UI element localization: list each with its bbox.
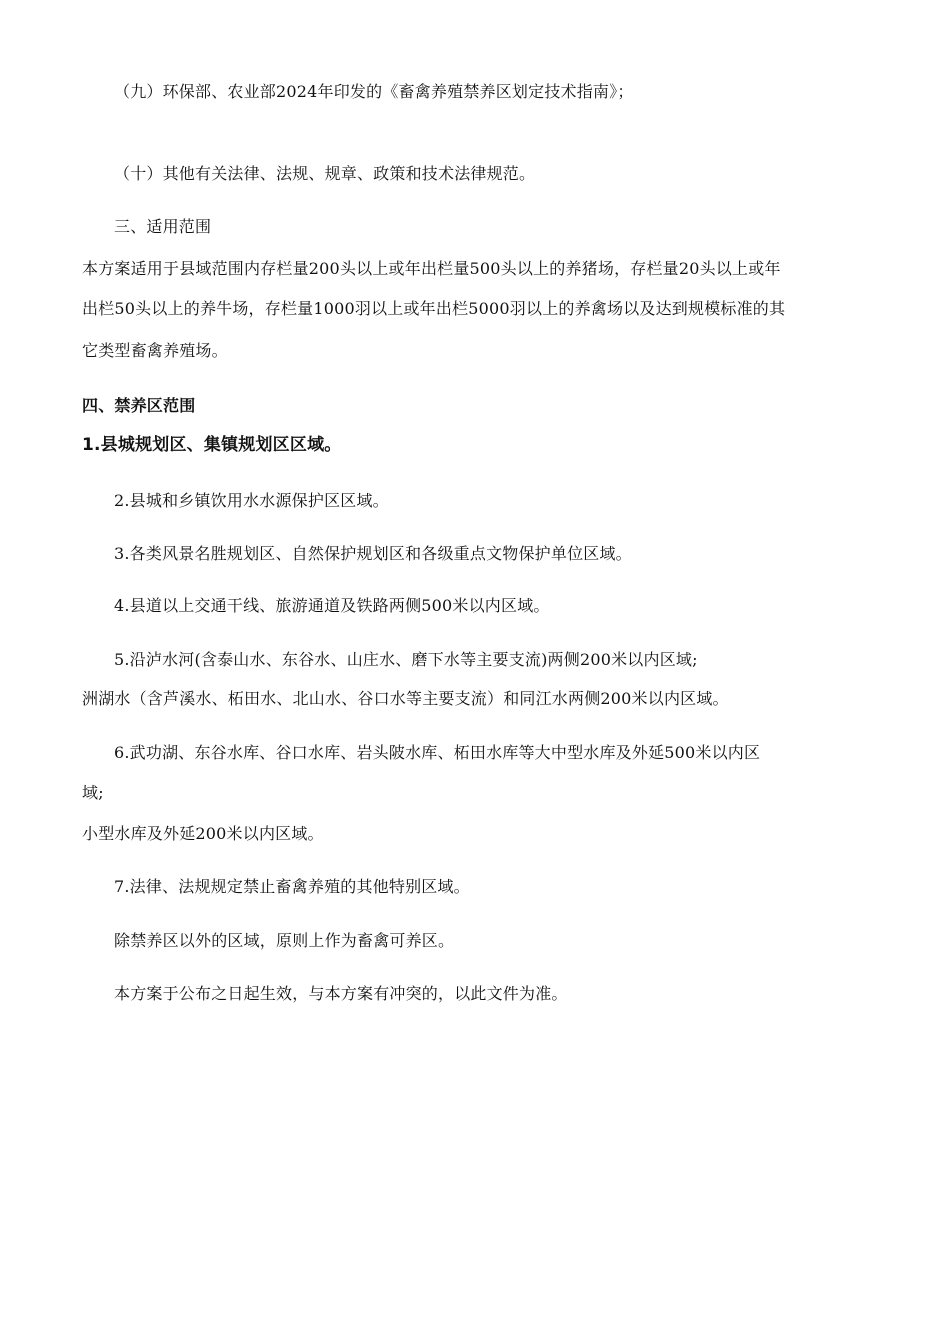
- zone-item-7: 7.法律、法规规定禁止畜禽养殖的其他特别区域。: [114, 877, 470, 896]
- section-3-body-line-3: 它类型畜禽养殖场。: [82, 341, 228, 360]
- zone-item-2: 2.县城和乡镇饮用水水源保护区区域。: [114, 491, 389, 510]
- basis-item-10: （十）其他有关法律、法规、规章、政策和技术法律规范。: [114, 164, 536, 183]
- zone-item-1: 1.县城规划区、集镇规划区区域。: [82, 435, 342, 455]
- zone-item-5-line-2: 洲湖水（含芦溪水、柘田水、北山水、谷口水等主要支流）和同江水两侧200米以内区域。: [82, 689, 729, 708]
- zone-item-3: 3.各类风景名胜规划区、自然保护规划区和各级重点文物保护单位区域。: [114, 544, 632, 563]
- zone-item-6-line-1: 6.武功湖、东谷水库、谷口水库、岩头陂水库、柘田水库等大中型水库及外延500米以内区: [114, 743, 761, 762]
- zone-item-6-line-2: 域;: [82, 783, 104, 802]
- zone-item-5-line-1: 5.沿泸水河(含泰山水、东谷水、山庄水、磨下水等主要支流)两侧200米以内区域;: [114, 650, 698, 669]
- closing-note-2: 本方案于公布之日起生效，与本方案有冲突的，以此文件为准。: [114, 984, 568, 1003]
- section-3-title: 三、适用范围: [114, 217, 212, 236]
- zone-item-6-line-3: 小型水库及外延200米以内区域。: [82, 824, 324, 843]
- section-4-title: 四、禁养区范围: [82, 396, 196, 415]
- zone-item-4: 4.县道以上交通干线、旅游通道及铁路两侧500米以内区域。: [114, 596, 550, 615]
- section-3-body-line-1: 本方案适用于县域范围内存栏量200头以上或年出栏量500头以上的养猪场，存栏量20头以上或年: [82, 259, 781, 278]
- section-3-body-line-2: 出栏50头以上的养牛场，存栏量1000羽以上或年出栏5000羽以上的养禽场以及达到规模标准的其: [82, 299, 786, 318]
- basis-item-9: （九）环保部、农业部2024年印发的《畜禽养殖禁养区划定技术指南》；: [114, 82, 634, 101]
- closing-note-1: 除禁养区以外的区域，原则上作为畜禽可养区。: [114, 931, 455, 950]
